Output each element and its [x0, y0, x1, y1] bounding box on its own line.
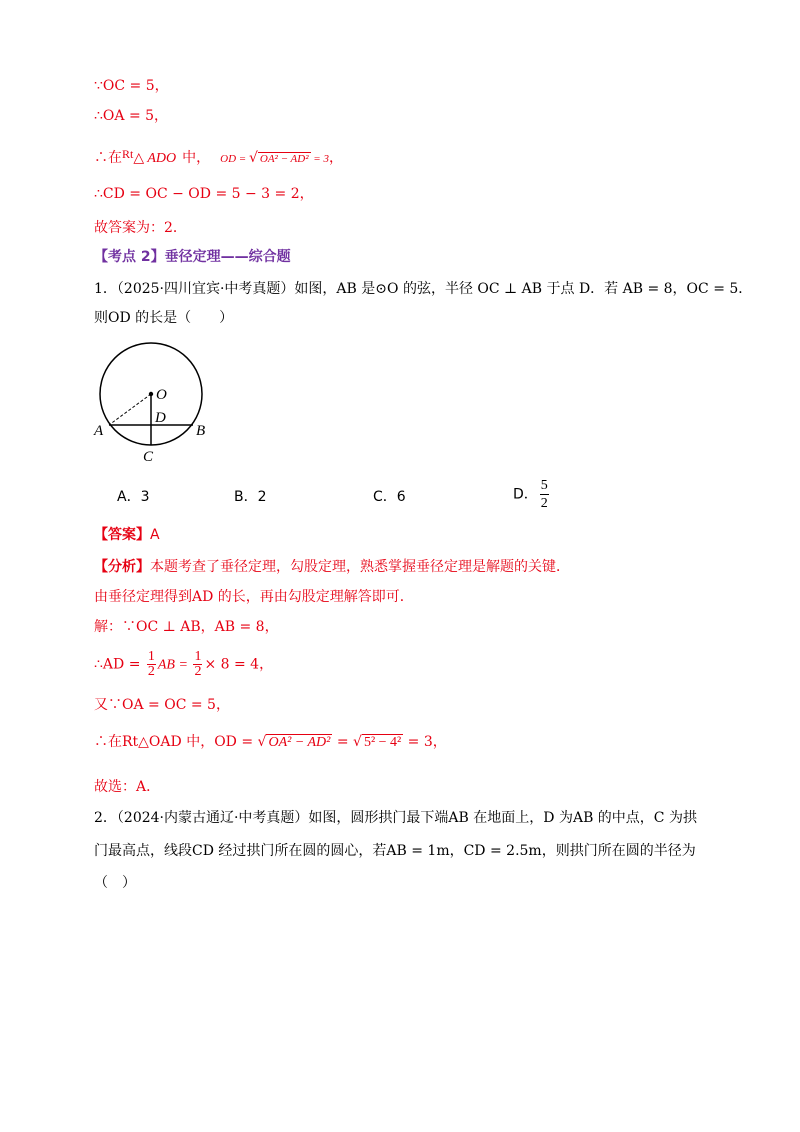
l3-g: = 3: [310, 153, 329, 165]
sol4-root-1: OA² − AD²: [268, 735, 331, 750]
fraction-numerator: 5: [540, 478, 548, 493]
label-c: C: [143, 449, 154, 465]
analysis-label: 【分析】: [94, 559, 150, 575]
l3-h: ，: [328, 150, 343, 166]
prev-solution-line-2: ∴OA = 5，: [94, 108, 169, 124]
q1-option-a: [117, 486, 150, 506]
prev-solution-line-3: ∴在Rt△ ADO 中， OD = √ OA² − AD² = 3，: [94, 147, 343, 166]
option-value: 3: [140, 489, 150, 505]
option-value: 6: [396, 489, 406, 505]
l3-d: 中，: [182, 150, 211, 166]
prev-solution-line-1: ∵OC = 5，: [94, 78, 169, 94]
q2-stem-line-1: 2．（2024·内蒙古通辽·中考真题）如图，圆形拱门最下端AB 在地面上，D 为AB 的中点，C 为拱: [94, 810, 697, 826]
q2-stem-line-2: 门最高点，线段CD 经过拱门所在圆的圆心，若AB = 1m，CD = 2.5m，则拱门所在圆的半径为: [94, 843, 696, 859]
q1-stem-line-1: 1．（2025·四川宜宾·中考真题）如图，AB 是⊙O 的弦，半径 OC ⊥ AB 于点 D．若 AB = 8，OC = 5．: [94, 281, 753, 297]
l3-c: △ ADO: [133, 151, 177, 166]
sol2-b: AB =: [157, 657, 192, 673]
analysis-text: 本题考查了垂径定理，勾股定理，熟悉掌握垂径定理是解题的关键．: [150, 559, 570, 575]
sol4-root-2: 5² − 4²: [363, 735, 402, 750]
option-letter: B．: [234, 489, 258, 505]
label-d: D: [155, 410, 166, 426]
option-fraction: [540, 477, 549, 512]
solution-line-5: 故选：A．: [94, 779, 161, 795]
solution-line-1: 解：∵OC ⊥ AB，AB = 8，: [94, 619, 279, 635]
label-o: O: [156, 387, 167, 403]
fraction-numerator: 1: [147, 649, 155, 664]
segment-oa-dashed: [109, 394, 151, 425]
label-b: B: [196, 423, 206, 439]
analysis-line: [94, 556, 570, 578]
fraction-numerator: 1: [194, 649, 202, 664]
q1-stem-line-2: 则OD 的长是（ ）: [94, 310, 234, 326]
q1-option-c: [373, 486, 406, 506]
sol4-c: = 3，: [403, 734, 447, 750]
solution-line-3: 又∵OA = OC = 5，: [94, 697, 230, 713]
sol2-c: × 8 = 4，: [204, 656, 274, 673]
circle-diagram: [90, 337, 240, 467]
q1-option-b: [234, 486, 267, 506]
solution-line-2: [94, 650, 273, 679]
answer-value: A: [150, 527, 160, 543]
sol2-frac-2: [193, 650, 202, 679]
sol4-b: =: [332, 734, 354, 750]
sol2-frac-1: [147, 650, 156, 679]
q1-option-d: [513, 477, 551, 512]
solution-line-4: ∴在Rt△OAD 中，OD = √ OA² − AD² = √ 5² − 4² = 3，: [94, 734, 447, 750]
sol4-a: ∴在Rt△OAD 中，OD =: [94, 734, 258, 750]
section-title: 【考点 2】垂径定理——综合题: [94, 249, 291, 265]
option-letter: D．: [513, 486, 538, 503]
option-value: 2: [257, 489, 267, 505]
label-a: A: [94, 423, 104, 439]
l3-e: OD =: [220, 153, 249, 165]
l3-f: OA² − AD²: [259, 153, 309, 165]
option-letter: A．: [117, 489, 141, 505]
prev-solution-line-4: ∴CD = OC − OD = 5 − 3 = 2，: [94, 186, 314, 202]
fraction-denominator: 2: [540, 496, 548, 511]
l3-b: Rt: [122, 147, 134, 161]
fraction-denominator: 2: [194, 664, 202, 679]
option-letter: C．: [373, 489, 397, 505]
answer-label: 【答案】: [94, 527, 150, 543]
q2-stem-line-3: （ ）: [94, 875, 136, 891]
answer-line: [94, 524, 160, 546]
center-point: [149, 392, 153, 396]
analysis-line-2: 由垂径定理得到AD 的长，再由勾股定理解答即可．: [94, 589, 414, 605]
prev-solution-line-5: 故答案为：2．: [94, 220, 187, 236]
fraction-denominator: 2: [147, 664, 155, 679]
sol2-a: ∴AD =: [94, 656, 145, 673]
l3-a: ∴在: [94, 150, 122, 166]
